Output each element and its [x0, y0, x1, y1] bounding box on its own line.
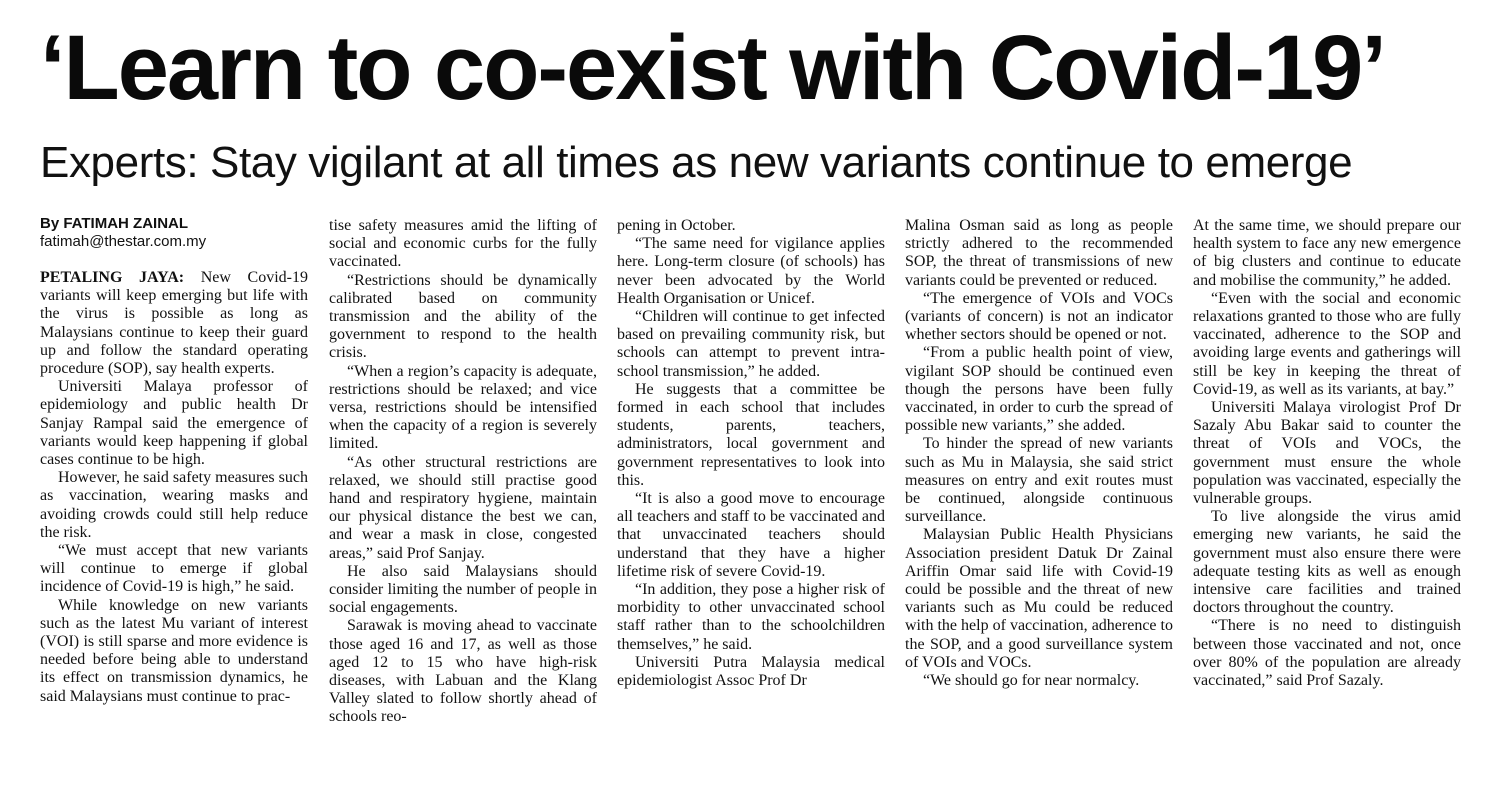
lead-paragraph: [40, 269, 308, 378]
paragraph: To hinder the spread of new variants such as Mu in Malaysia, she said strict measures on entry and exit routes must be continued, alongside continuous surveillance.: [905, 435, 1173, 526]
article-column-1: [40, 269, 308, 706]
paragraph: “We should go for near normalcy.: [923, 672, 1140, 690]
paragraph-continued: tise safety measures amid the lifting of social and economic curbs for the fully vaccinated.: [329, 217, 597, 271]
paragraph: He also said Malaysians should consider limiting the number of people in social engagements.: [329, 562, 597, 617]
paragraph: While knowledge on new variants such as the latest Mu variant of interest (VOI) is still sparse and more evidence is needed before being able to understand its effect on transmission dynamics, he said Malaysians must continue to prac-: [40, 596, 308, 705]
paragraph: Universiti Malaya virologist Prof Dr Sazaly Abu Bakar said to counter the threat of VOIs and VOCs, the government must ensure the whole population was vaccinated, especially the vulnerable groups.: [1193, 399, 1461, 508]
paragraph-continued: Malina Osman said as long as people strictly adhered to the recommended SOP, the threat of transmissions of new variants could be prevented or reduced.: [905, 217, 1173, 289]
paragraph: “As other structural restrictions are relaxed, we should still practise good hand and respiratory hygiene, maintain our physical distance the best we can, and wear a mask in close, congested areas,” said Prof Sanjay.: [329, 453, 597, 562]
paragraph: “There is no need to distinguish between those vaccinated and not, once over 80% of the population are already vaccinated,” said Prof Sazaly.: [1193, 617, 1461, 690]
paragraph: “It is also a good move to encourage all teachers and staff to be vaccinated and that unvaccinated teachers should understand that they have a higher lifetime risk of severe Covid-19.: [617, 490, 885, 580]
paragraph: “In addition, they pose a higher risk of morbidity to other unvaccinated school staff rather than to the schoolchildren themselves,” he said.: [617, 581, 885, 653]
article-column-5: [1193, 217, 1461, 690]
paragraph: “Children will continue to get infected based on prevailing community risk, but schools can attempt to prevent intra-school transmission,” he added.: [617, 308, 885, 380]
article-column-2: [329, 217, 597, 727]
headline: ‘Learn to co-exist with Covid-19’: [40, 17, 1385, 119]
paragraph: “When a region’s capacity is adequate, restrictions should be relaxed; and vice versa, restrictions should be intensified when the capacity of a region is severely limited.: [329, 362, 597, 453]
paragraph: To live alongside the virus amid emerging new variants, he said the government must also ensure there were adequate testing kits as well as enough intensive care facilities and trained doctors throughout the country.: [1193, 508, 1461, 617]
dateline: PETALING JAYA:: [40, 269, 185, 286]
subheadline: Experts: Stay vigilant at all times as new variants continue to emerge: [40, 138, 1353, 187]
paragraph: “From a public health point of view, vigilant SOP should be continued even though the persons have been fully vaccinated, in order to curb the spread of possible new variants,” she added.: [905, 344, 1173, 435]
paragraph: Universiti Malaya professor of epidemiology and public health Dr Sanjay Rampal said the emergence of variants would keep happening if global cases continue to be high.: [40, 378, 308, 469]
article-column-4: [905, 217, 1173, 690]
byline-email: fatimah@thestar.com.my: [40, 233, 207, 250]
paragraph-continued: At the same time, we should prepare our health system to face any new emergence of big clusters and continue to educate and mobilise the community,” he added.: [1193, 217, 1461, 289]
paragraph: Malaysian Public Health Physicians Association president Datuk Dr Zainal Ariffin Omar said life with Covid-19 could be possible and the threat of new variants such as Mu could be reduced with the help of vaccination, adherence to the SOP, and a good surveillance system of VOIs and VOCs.: [905, 526, 1173, 671]
paragraph: “We must accept that new variants will continue to emerge if global incidence of Covid-19 is high,” he said.: [40, 542, 308, 596]
paragraph-continued: pening in October.: [617, 217, 736, 234]
paragraph: However, he said safety measures such as vaccination, wearing masks and avoiding crowds could still help reduce the risk.: [40, 469, 308, 541]
lead-text: New Covid-19 variants will keep emerging but life with the virus is possible as long as Malaysians continue to keep their guard up and follow the standard operating procedure (SOP), say health experts.: [40, 269, 309, 378]
paragraph: “The same need for vigilance applies here. Long-term closure (of schools) has never been advocated by the World Health Organisation or Unicef.: [617, 235, 885, 307]
paragraph: “Restrictions should be dynamically calibrated based on community transmission and the ability of the government to respond to the health crisis.: [329, 271, 597, 362]
article-column-3: [617, 217, 885, 690]
byline-author: By FATIMAH ZAINAL: [40, 215, 189, 232]
paragraph: “The emergence of VOIs and VOCs (variants of concern) is not an indicator whether sectors should be opened or not.: [905, 289, 1173, 344]
paragraph: “Even with the social and economic relaxations granted to those who are fully vaccinated, adherence to the SOP and avoiding large events and gatherings will still be key in keeping the threat of Covid-19, as well as its variants, at bay.”: [1193, 289, 1461, 398]
paragraph: He suggests that a committee be formed in each school that includes students, parents, teachers, administrators, local government and government representatives to look into this.: [617, 380, 885, 489]
paragraph: Sarawak is moving ahead to vaccinate those aged 16 and 17, as well as those aged 12 to 15 who have high-risk diseases, with Labuan and the Klang Valley slated to follow shortly ahead of schools reo-: [329, 617, 597, 726]
paragraph: Universiti Putra Malaysia medical epidemiologist Assoc Prof Dr: [617, 653, 885, 690]
